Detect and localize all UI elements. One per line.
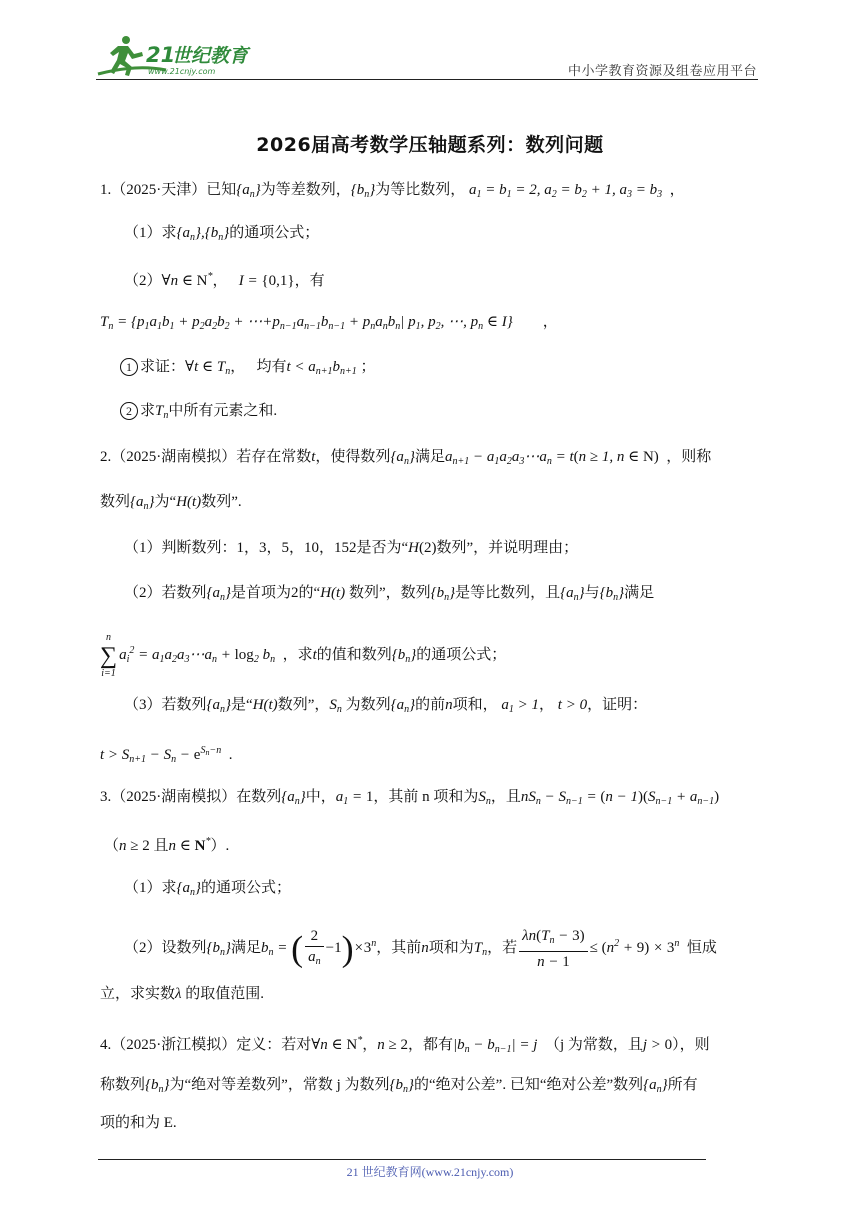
q2-part3: （3）若数列$\{a_n\}$是“H(t)数列”，$S_n$ 为数列$\{a_n\}$的前n项和， $a_1 > 1$， t > 0，证明： [124,697,648,715]
q3-part1: （1）求$\{a_n\}$的通项公式； [124,880,292,898]
q3-line1: 3.（2025·湖南模拟）在数列$\{a_n\}$中，$a_1 = 1$，其前 n 项和为$S_n$，且$nS_n - S_{n-1} = (n - 1)(S_{n-1} + a_{n-1})$ [100,789,720,807]
q2-line2: 数列$\{a_n\}$为“H(t)数列”. [100,494,242,512]
svg-text:世纪教育: 世纪教育 [172,45,249,67]
svg-text:www.21cnjy.com: www.21cnjy.com [148,67,216,76]
q1-part2: （2）∀n ∈ N*， I = {0,1}，有 [124,271,325,289]
svg-text:21: 21 [146,43,176,67]
header-platform-text: 中小学教育资源及组卷应用平台 [567,64,757,79]
page-header [0,0,860,90]
q3-part2-line2: 立，求实数λ 的取值范围. [100,986,265,1002]
q3-line2: （n ≥ 2 且n ∈ N*）. [104,836,230,854]
q4-line3: 项的和为 E. [100,1115,177,1131]
q3-part2: （2）设数列$\{b_n\}$满足$b_n$ = ( $\frac{2}{a_n}$ $-1)\times 3^n$，其前n项和为$T_n$，若 $\frac{\lambda n(T_n - 3)}{n - 1}$ ≤ $(n^2 + 9) \times 3^n$ 恒成 [124,927,717,970]
q1-tn-formula: $T_n = \{p_1a_1b_1 + p_2a_2b_2$ + $\cdots+p_{n-1}a_{n-1}b_{n-1} + p_na_nb_n|$ $p_1$, $p_2$, ⋯, $p_n$ ∈ I} ， [100,314,558,332]
q2-part1: （1）判断数列：1，3，5，10，152是否为“H(2)数列”，并说明理由； [124,540,579,556]
q1-line1: 1.（2025·天津）已知$\{a_n\}$为等差数列，$\{b_n\}$为等比数列， $a_1 = b_1 = 2$, $a_2 = b_2 + 1$, $a_3 = b_3$ ， [100,182,685,200]
q1-part1: （1）求$\{a_n\},\{b_n\}$的通项公式； [124,225,320,243]
q4-line2: 称数列$\{b_n\}$为“绝对等差数列”，常数 j 为数列$\{b_n\}$的“绝对公差”. 已知“绝对公差”数列$\{a_n\}$所有 [100,1077,698,1095]
q1-subpart1: 1 求证：∀t ∈ $T_n$， 均有$t < a_{n+1}b_{n+1}$ ； [120,356,376,383]
circled-number-2: 2 [120,402,138,420]
q2-part3-formula: $t > S_{n+1} - S_n - e^{S_n-n}$ . [100,745,233,765]
circled-number-1: 1 [120,358,138,376]
site-logo [96,34,266,80]
footer-divider [98,1159,706,1160]
q2-line1: 2.（2025·湖南模拟）若存在常数t，使得数列$\{a_n\}$满足$a_{n+1}$ − $a_1a_2a_3\cdots a_n = t(n \ge 1$, n ∈ N) ，则称 [100,449,712,467]
q2-part2: （2）若数列$\{a_n\}$是首项为2的“H(t) 数列”，数列$\{b_n\}$是等比数列，且$\{a_n\}$与$\{b_n\}$满足 [124,585,655,603]
q1-subpart2: 2 求$T_n$中所有元素之和. [120,400,277,427]
page-title: 2026届高考数学压轴题系列：数列问题 [256,134,604,156]
header-divider [96,79,758,80]
q4-line1: 4.（2025·浙江模拟）定义：若对∀n ∈ N*，n ≥ 2，都有$|b_n - b_{n-1}| = j$ （j 为常数，且j > 0），则 [100,1035,710,1055]
footer-text[interactable]: 21 世纪教育网(www.21cnjy.com) [346,1165,514,1179]
q2-part2-formula: n ∑ i=1 $a_i^2$ = $a_1a_2a_3\cdots a_n + \log_2 b_n$ ，求t的值和数列$\{b_n\}$的通项公式； [100,631,507,679]
